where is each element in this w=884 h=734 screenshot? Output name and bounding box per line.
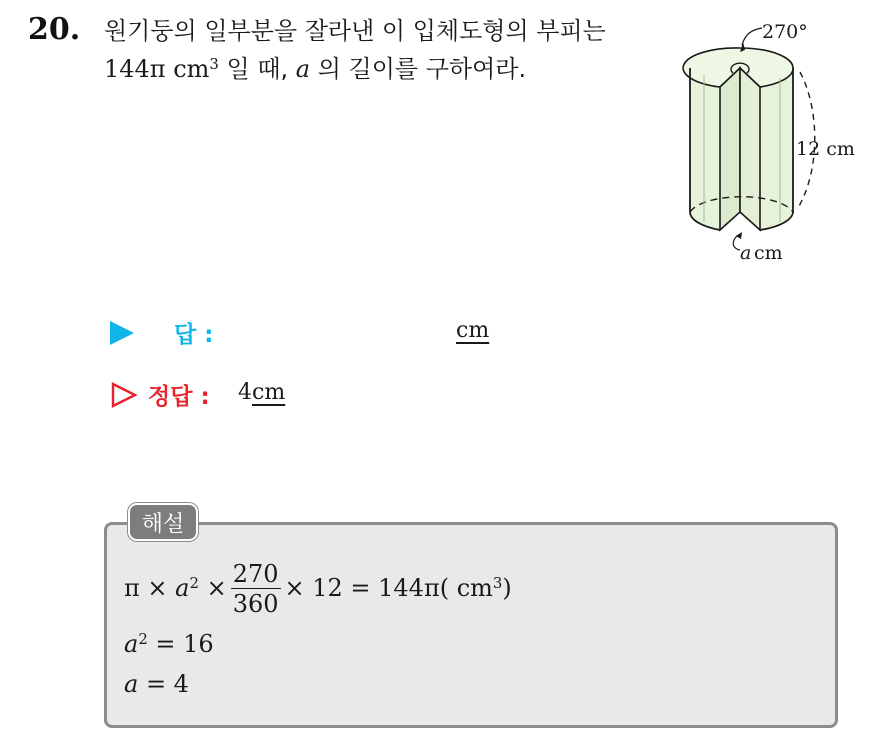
fraction <box>231 560 281 619</box>
correct-value <box>238 380 285 405</box>
solution-line-1: $\pi \times a^2$ × $\frac{270}{360}$ × 12 = 144π( $cm^3$) <box>124 560 512 618</box>
solution-line-3-var: a <box>124 670 139 698</box>
volume-exponent: 3 <box>209 54 219 73</box>
solution-box <box>104 522 838 728</box>
solution-tag: 해설 <box>128 503 198 541</box>
solution-line-1-rest: × 12 = 144π( cm <box>284 574 493 602</box>
angle-label: 270° <box>762 21 808 43</box>
correct-label: 정답 : <box>148 384 210 410</box>
cylinder-diagram <box>670 0 870 275</box>
radius-variable: a <box>740 242 752 264</box>
correct-arrow-icon <box>110 382 138 408</box>
question-number: 20. <box>28 12 81 47</box>
solution-unit-exp: 3 <box>492 573 503 592</box>
solution-line-2-var: a <box>124 630 139 658</box>
solution-line-2 <box>124 630 214 658</box>
solution-line-2-exp: 2 <box>138 629 148 648</box>
solution-var-a: a <box>175 574 190 602</box>
fraction-numerator: 270 <box>232 560 279 588</box>
solution-line-3 <box>124 670 189 698</box>
pi-symbol: π <box>124 574 140 602</box>
cylinder-figure <box>670 0 870 275</box>
height-label: 12 cm <box>796 138 855 160</box>
answer-label: 답 : <box>174 322 214 348</box>
solution-line-2-rest: = 16 <box>147 630 214 658</box>
question-mid-text: 일 때, <box>218 55 296 83</box>
question-line-1: 원기둥의 일부분을 잘라낸 이 입체도형의 부피는 <box>104 17 606 45</box>
question-line-2 <box>104 50 664 88</box>
question-end-text: 의 길이를 구하여라. <box>310 55 527 83</box>
fraction-denominator: 360 <box>232 590 279 618</box>
correct-number: 4 <box>238 380 252 405</box>
times-symbol: × <box>139 574 176 602</box>
solution-close-paren: ) <box>502 574 512 602</box>
radius-unit: cm <box>754 242 783 264</box>
answer-arrow-icon <box>110 321 134 345</box>
answer-unit: cm <box>456 318 490 343</box>
correct-unit: cm <box>252 380 286 405</box>
solution-line-3-rest: = 4 <box>138 670 189 698</box>
solution-exp: 2 <box>189 573 199 592</box>
volume-value: 144π cm <box>104 55 210 83</box>
question-text <box>104 12 664 88</box>
question-variable: a <box>295 55 311 83</box>
